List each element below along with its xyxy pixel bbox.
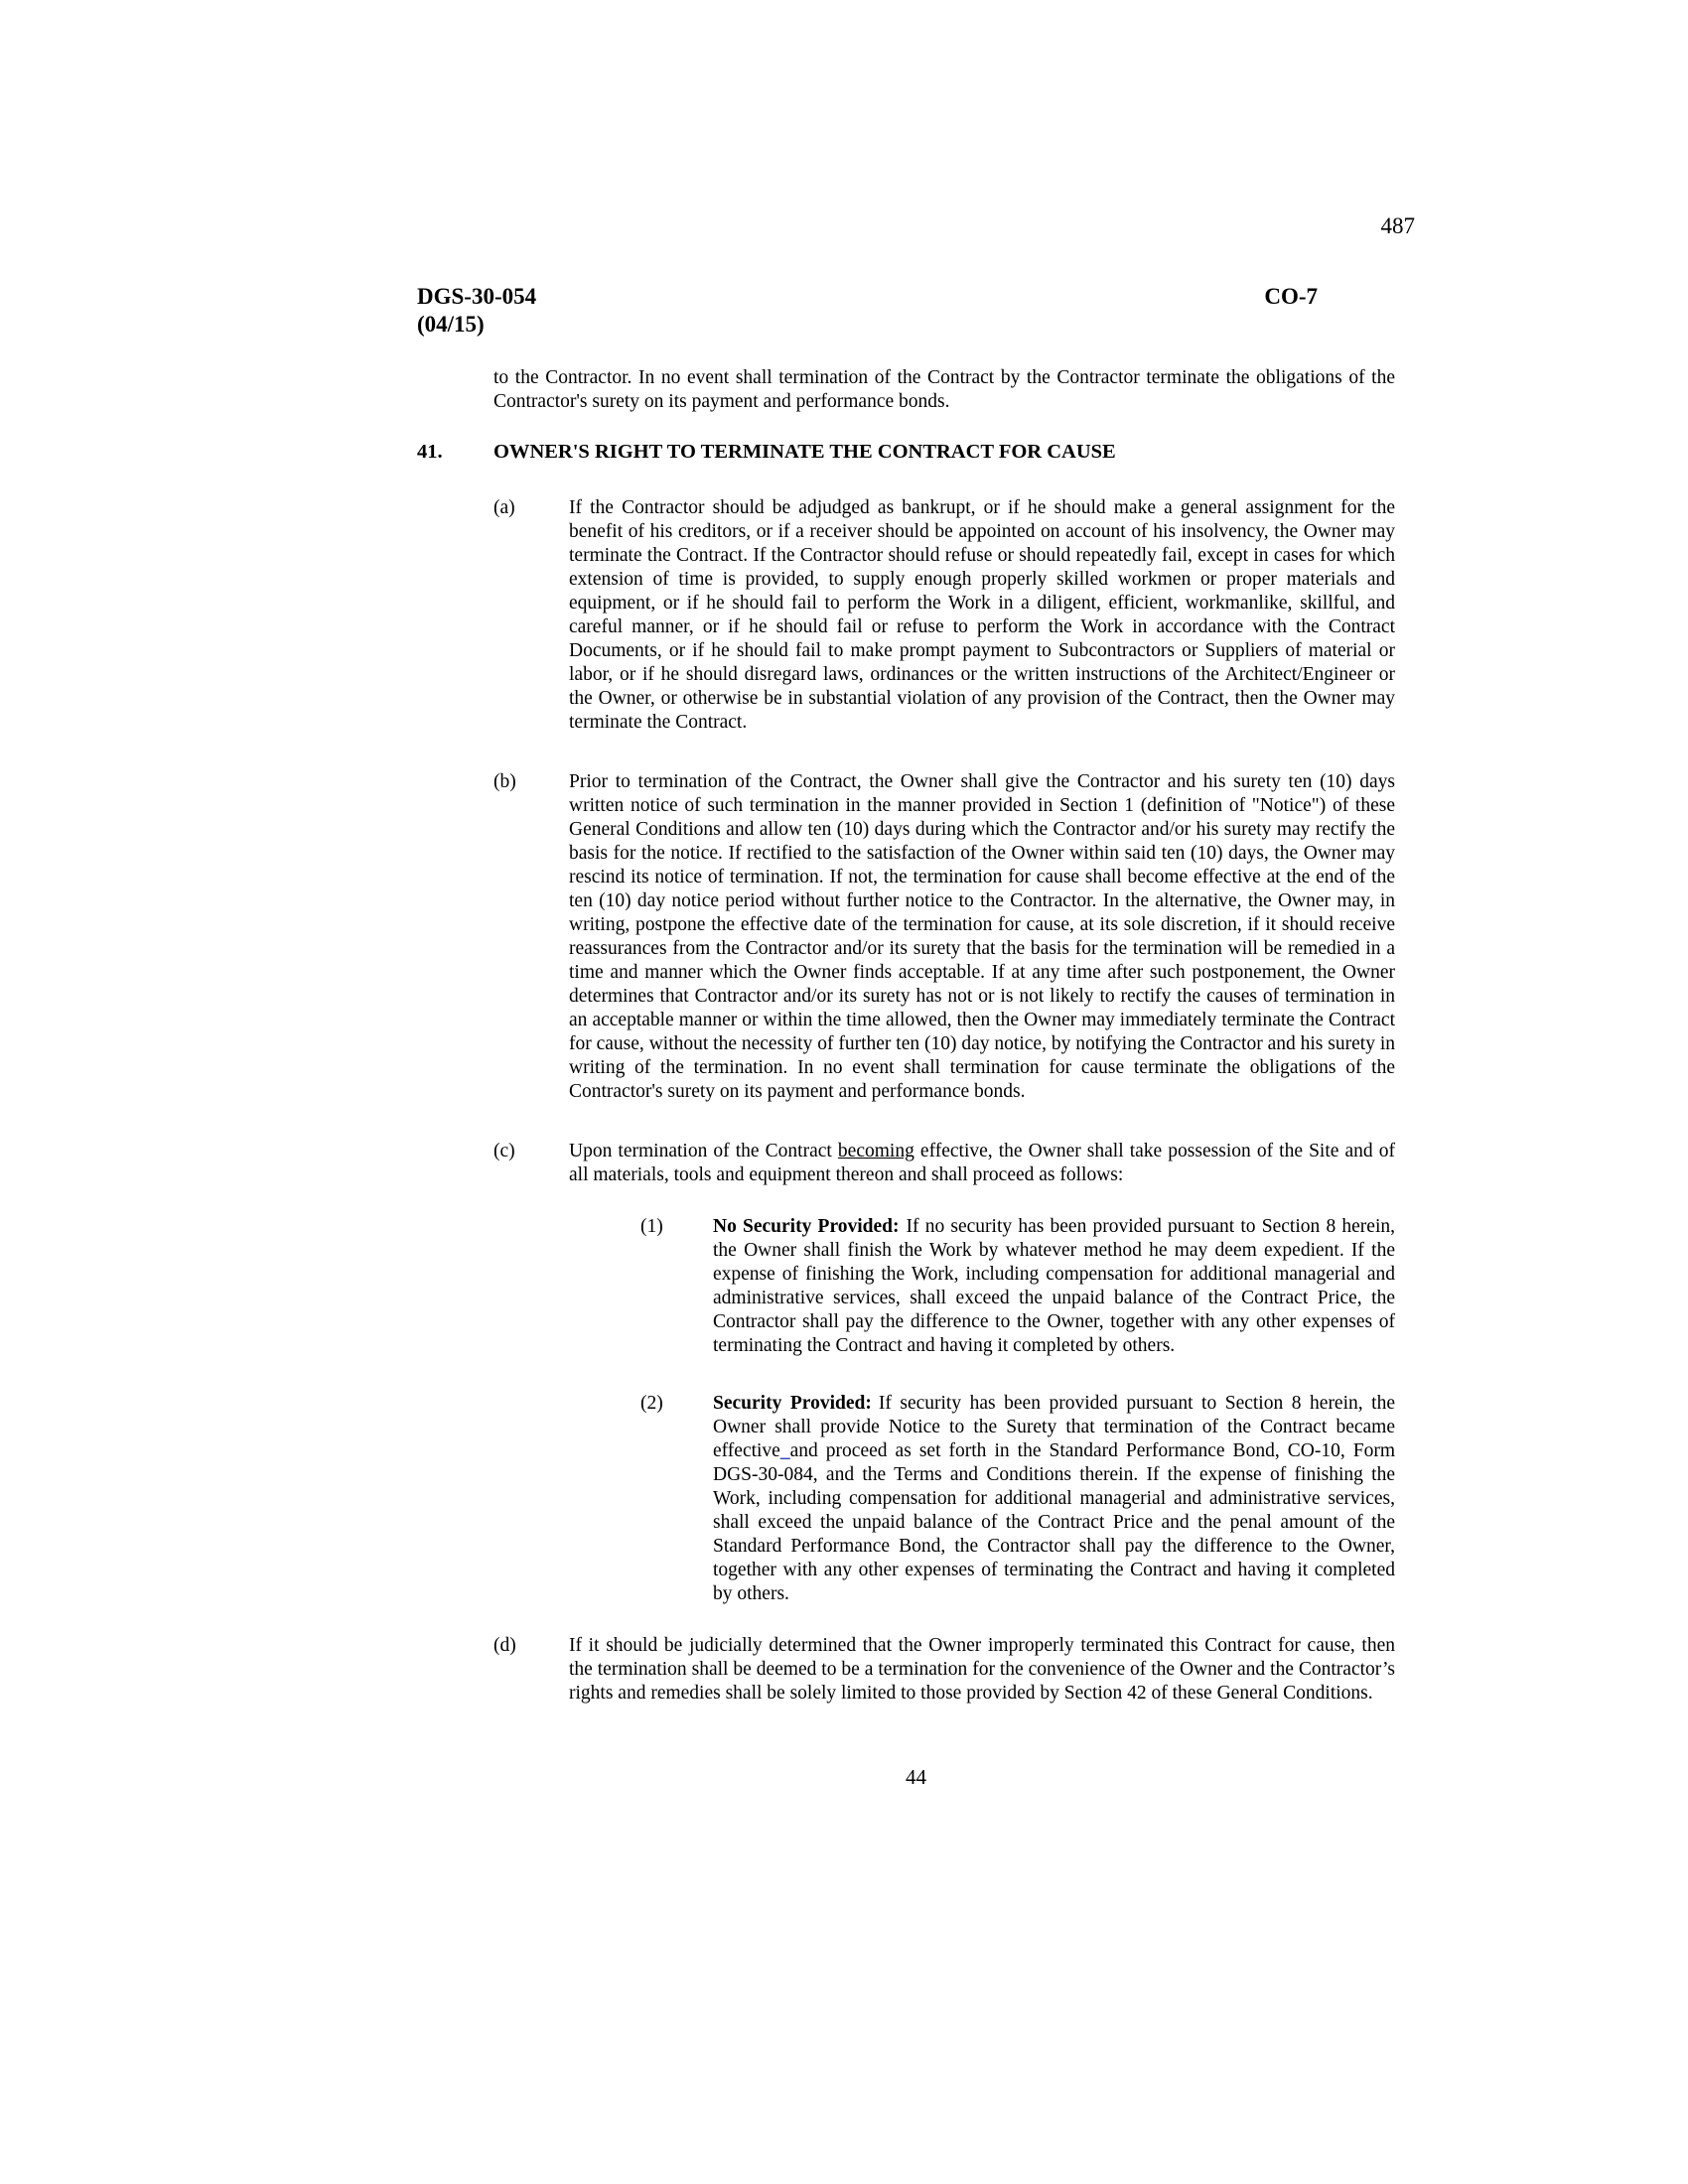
paragraph-c-text-end: effective, the Owner shall take possession of the Site and of all materials, tools and equipment thereon and shall proceed as follows: bbox=[569, 1141, 1396, 1185]
paragraph-c-label: (c) bbox=[493, 1141, 515, 1161]
paragraph-b bbox=[493, 770, 1395, 1104]
paragraph-d bbox=[493, 1634, 1395, 1706]
subitem-2 bbox=[640, 1392, 1395, 1606]
subitem-1-label: (1) bbox=[640, 1216, 663, 1237]
subitem-1 bbox=[640, 1215, 1395, 1358]
paragraph-d-label: (d) bbox=[493, 1635, 516, 1656]
edit-mark-underscore: _ bbox=[779, 1440, 790, 1461]
page-content bbox=[417, 0, 1415, 1790]
subitem-2-text-end: and proceed as set forth in the Standard Performance Bond, CO-10, Form DGS-30-084, and the Terms and Conditions therein. If the expense of finishing the Work, including compensation for additional managerial and administrative services, shall exceed the unpaid balance of the Contract Price and the penal amount of the Standard Performance Bond, the Contractor shall pay the difference to the Owner, together with any other expenses of terminating the Contract and having it completed by others. bbox=[713, 1440, 1395, 1604]
paragraph-a-label: (a) bbox=[493, 497, 515, 518]
paragraph-b-text: Prior to termination of the Contract, the Owner shall give the Contractor and his surety ten (10) days written notice of such termination in the manner provided in Section 1 (definition of "Notice") of these General Conditions and allow ten (10) days during which the Contractor and/or his surety may rectify the basis for the notice. If rectified to the satisfaction of the Owner within said ten (10) days, the Owner may rescind its notice of termination. If not, the termination for cause shall become effective at the end of the ten (10) day notice period without further notice to the Contractor. In the alternative, the Owner may, in writing, postpone the effective date of the termination for cause, at its sole discretion, if it should receive reassurances from the Contractor and/or its surety that the basis for the termination will be remedied in a time and manner which the Owner finds acceptable. If at any time after such postponement, the Owner determines that Contractor and/or its surety has not or is not likely to rectify the causes of termination in an acceptable manner or within the time allowed, then the Owner may immediately terminate the Contract for cause, without the necessity of further ten (10) day notice, by notifying the Contractor and his surety in writing of the termination. In no event shall termination for cause terminate the obligations of the Contractor's surety on its payment and performance bonds. bbox=[569, 771, 1395, 1102]
paragraph-d-text: If it should be judicially determined that the Owner improperly terminated this Contract for cause, then the termination shall be deemed to be a termination for the convenience of the Owner and the Contractor’s rights and remedies shall be solely limited to those provided by Section 42 of these General Conditions. bbox=[569, 1635, 1395, 1704]
paragraph-c bbox=[493, 1140, 1395, 1187]
subitem-1-body bbox=[713, 1215, 1395, 1358]
subitem-1-lead: No Security Provided: bbox=[713, 1216, 900, 1237]
form-revision: (04/15) bbox=[417, 312, 485, 337]
page-number-bottom: 44 bbox=[906, 1765, 926, 1789]
page-number-top: 487 bbox=[1380, 213, 1415, 238]
paragraph-a-text: If the Contractor should be adjudged as bankrupt, or if he should make a general assignment for the benefit of his creditors, or if a receiver should be appointed on account of his insolvency, the Owner may terminate the Contract. If the Contractor should refuse or should repeatedly fail, except in cases for which extension of time is provided, to supply enough properly skilled workmen or proper materials and equipment, or if he should fail to perform the Work in a diligent, efficient, workmanlike, skillful, and careful manner, or if he should fail or refuse to perform the Work in accordance with the Contract Documents, or if he should fail to make prompt payment to Subcontractors or Suppliers of material or labor, or if he should disregard laws, ordinances or the written instructions of the Architect/Engineer or the Owner, or otherwise be in substantial violation of any provision of the Contract, then the Owner may terminate the Contract. bbox=[569, 497, 1395, 733]
continuation-paragraph: to the Contractor. In no event shall termination of the Contract by the Contractor terminate the obligations of the Contractor's surety on its payment and performance bonds. bbox=[493, 367, 1395, 412]
subitem-2-body bbox=[713, 1392, 1395, 1606]
subitem-1-text: If no security has been provided pursuant to Section 8 herein, the Owner shall finish the Work by whatever method he may deem expedient. If the expense of finishing the Work, including compensation for additional managerial and administrative services, shall exceed the unpaid balance of the Contract Price, the Contractor shall pay the difference to the Owner, together with any other expenses of terminating the Contract and having it completed by others. bbox=[713, 1216, 1395, 1356]
form-number: DGS-30-054 bbox=[417, 284, 537, 309]
paragraph-c-underlined-word: becoming bbox=[837, 1141, 914, 1161]
form-code: CO-7 bbox=[1264, 284, 1318, 309]
paragraph-b-label: (b) bbox=[493, 771, 516, 792]
subitem-2-lead: Security Provided: bbox=[713, 1393, 872, 1414]
form-identifier-block bbox=[417, 283, 536, 339]
document-header bbox=[417, 283, 1415, 339]
paragraph-a bbox=[493, 496, 1395, 735]
section-number: 41. bbox=[417, 441, 443, 463]
section-heading bbox=[417, 440, 1415, 465]
paragraph-c-text-start: Upon termination of the Contract bbox=[569, 1141, 838, 1161]
subitem-2-label: (2) bbox=[640, 1393, 663, 1414]
section-title: OWNER'S RIGHT TO TERMINATE THE CONTRACT FOR CAUSE bbox=[493, 441, 1116, 463]
subitem-2-text-start: If security has been provided pursuant to Section 8 herein, the Owner shall provide Notice to the Surety that termination of the Contract became effective bbox=[713, 1393, 1395, 1461]
paragraph-c-text bbox=[569, 1140, 1395, 1187]
